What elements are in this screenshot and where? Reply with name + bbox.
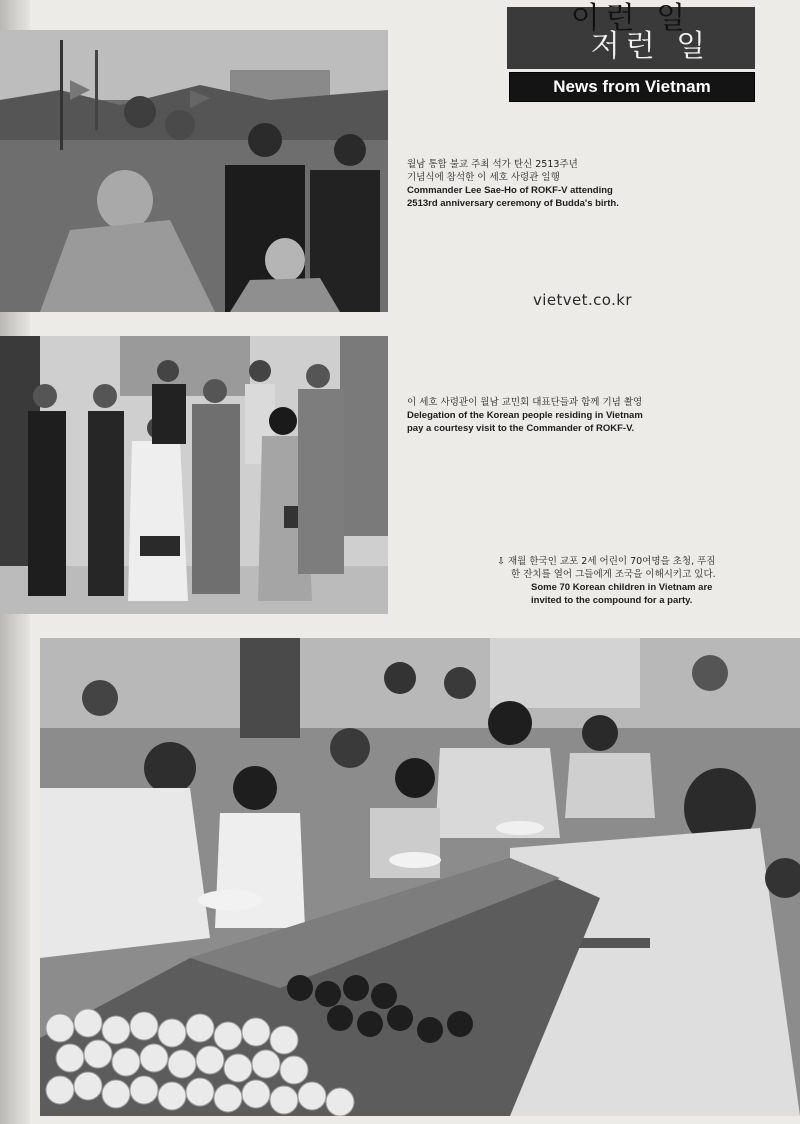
caption-children-party (497, 555, 767, 607)
caption-english-line: invited to the compound for a party. (531, 595, 693, 606)
caption-korean-line: 이 세호 사령관이 월남 교민회 대표단들과 함께 기념 촬영 (407, 397, 643, 408)
caption-english-line: 2513rd anniversary ceremony of Budda's birth. (407, 198, 619, 209)
site-url-watermark: vietvet.co.kr (533, 291, 632, 309)
header-korean-line-2: 저런 일 (590, 29, 712, 64)
header-english-title: News from Vietnam (509, 72, 755, 102)
header-korean-title (507, 2, 755, 64)
caption-korean-line: 한 잔치를 열어 그들에게 조국을 이해시키고 있다. (511, 569, 716, 580)
caption-korean-line: ⇩ 재월 한국인 교포 2세 어린이 70여명을 초청, 푸짐 (497, 556, 716, 567)
caption-korean-line: 월남 통합 불교 주최 석가 탄신 2513주년 (407, 159, 578, 170)
ceremony-photo (0, 30, 388, 312)
caption-english-line: Some 70 Korean children in Vietnam are (531, 582, 713, 593)
header-korean-line-1: 이런 일 (570, 1, 692, 36)
delegation-photo (0, 336, 388, 614)
caption-ceremony (407, 158, 707, 210)
caption-korean-line: 기념식에 참석한 이 세호 사령관 일행 (407, 172, 560, 183)
caption-delegation (407, 396, 697, 435)
down-arrow-icon: ⇩ (497, 556, 505, 567)
children-party-photo (40, 638, 800, 1116)
caption-english-line: Commander Lee Sae-Ho of ROKF-V attending (407, 185, 613, 196)
caption-english-line: pay a courtesy visit to the Commander of ROKF-V. (407, 423, 635, 434)
caption-english-line: Delegation of the Korean people residing in Vietnam (407, 410, 643, 421)
